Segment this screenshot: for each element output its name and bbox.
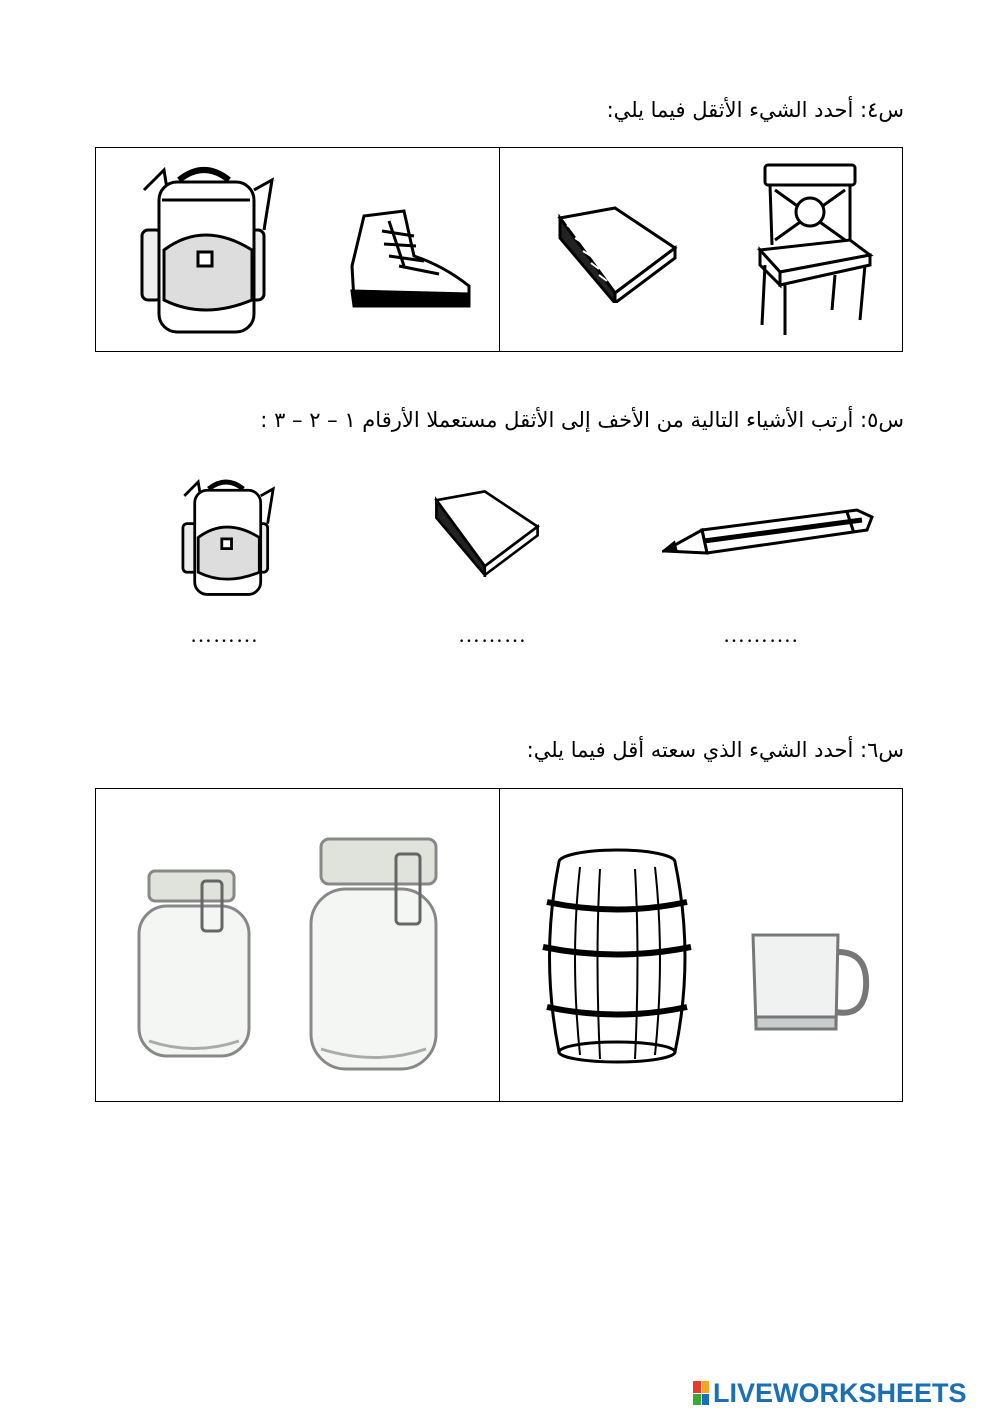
question-6: س٦: أحدد الشيء الذي سعته أقل فيما يلي: [526,738,904,762]
backpack-image [124,160,274,340]
glass-mug-image [748,927,873,1037]
chair-image [750,160,875,340]
boot-image [344,206,474,316]
pencil-image [662,505,877,560]
option-book-chair[interactable] [499,148,903,351]
question-5: س٥: أرتب الأشياء التالية من الأخف إلى الأثقل مستعملا الأرقام ١ – ٢ – ٣ : [260,408,904,432]
brand-name: LIVEWORKSHEETS [713,1377,967,1408]
answer-blank-book[interactable]: ……… [458,622,527,647]
barrel-image [535,847,700,1067]
answer-blank-pencil[interactable]: ………. [723,622,799,647]
large-jar-image [306,834,456,1074]
question-4-options [95,147,903,352]
question-4: س٤: أحدد الشيء الأثقل فيما يلي: [606,98,904,122]
option-backpack-boot[interactable] [96,148,499,351]
answer-blank-backpack[interactable]: ……… [190,622,259,647]
liveworksheets-logo [693,1378,967,1408]
book-image [555,203,680,303]
logo-badge-icon [693,1381,709,1405]
option-jars[interactable] [96,789,499,1101]
question-6-options [95,788,903,1102]
small-jar-image [134,861,254,1061]
book-image [432,485,542,577]
backpack-image [160,475,285,600]
option-barrel-mug[interactable] [499,789,903,1101]
